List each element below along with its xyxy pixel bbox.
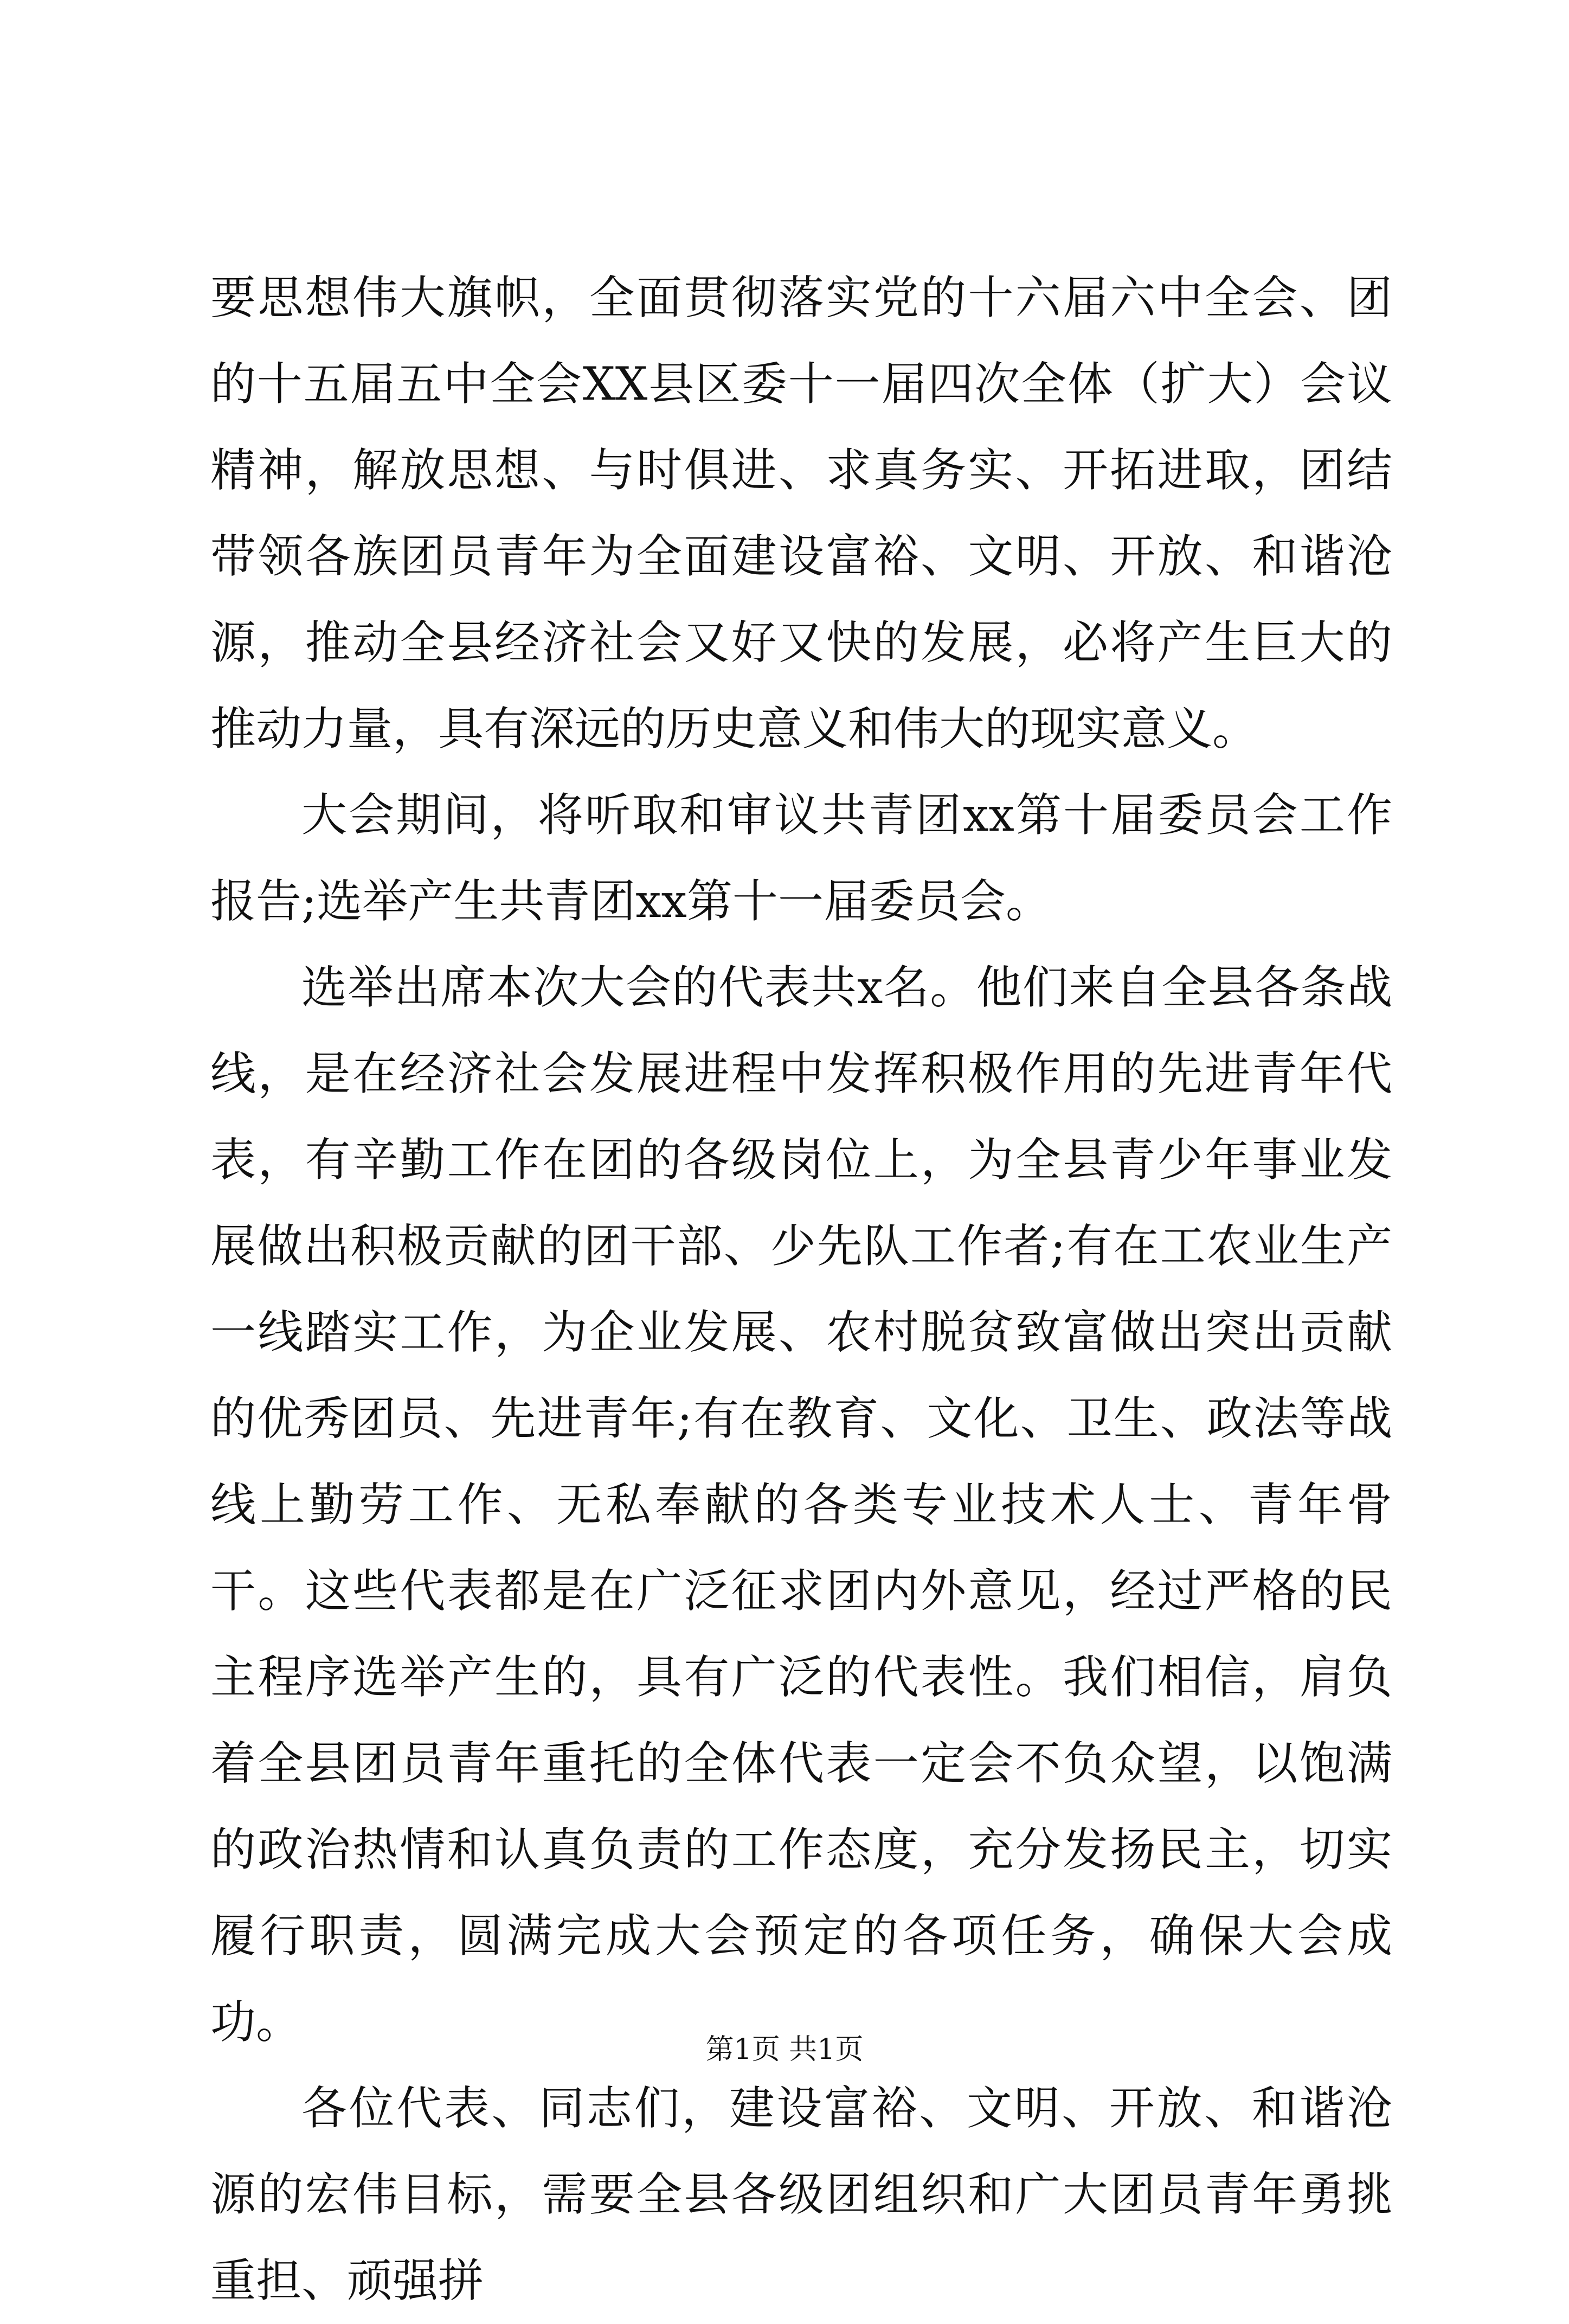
page-footer: 第1页 共1页 xyxy=(705,2033,864,2066)
document-body xyxy=(210,255,1392,2324)
paragraph-2: 大会期间，将听取和审议共青团xx第十届委员会工作报告;选举产生共青团xx第十一届委员会。 xyxy=(210,788,1392,928)
paragraph-4: 各位代表、同志们，建设富裕、文明、开放、和谐沧源的宏伟目标，需要全县各级团组织和广大团员青年勇挑重担、顽强拼 xyxy=(210,2082,1392,2307)
paragraph-1: 要思想伟大旗帜，全面贯彻落实党的十六届六中全会、团的十五届五中全会XX县区委十一届四次全体（扩大）会议精神，解放思想、与时俱进、求真务实、开拓进取，团结带领各族团员青年为全面建设富裕、文明、开放、和谐沧源，推动全县经济社会又好又快的发展，必将产生巨大的推动力量，具有深远的历史意义和伟大的现实意义。 xyxy=(210,271,1392,755)
paragraph-3: 选举出席本次大会的代表共x名。他们来自全县各条战线，是在经济社会发展进程中发挥积极作用的先进青年代表，有辛勤工作在团的各级岗位上，为全县青少年事业发展做出积极贡献的团干部、少先队工作者;有在工农业生产一线踏实工作，为企业发展、农村脱贫致富做出突出贡献的优秀团员、先进青年;有在教育、文化、卫生、政法等战线上勤劳工作、无私奉献的各类专业技术人士、青年骨干。这些代表都是在广泛征求团内外意见，经过严格的民主程序选举产生的，具有广泛的代表性。我们相信，肩负着全县团员青年重托的全体代表一定会不负众望，以饱满的政治热情和认真负责的工作态度，充分发扬民主，切实履行职责，圆满完成大会预定的各项任务，确保大会成功。 xyxy=(210,961,1392,2049)
